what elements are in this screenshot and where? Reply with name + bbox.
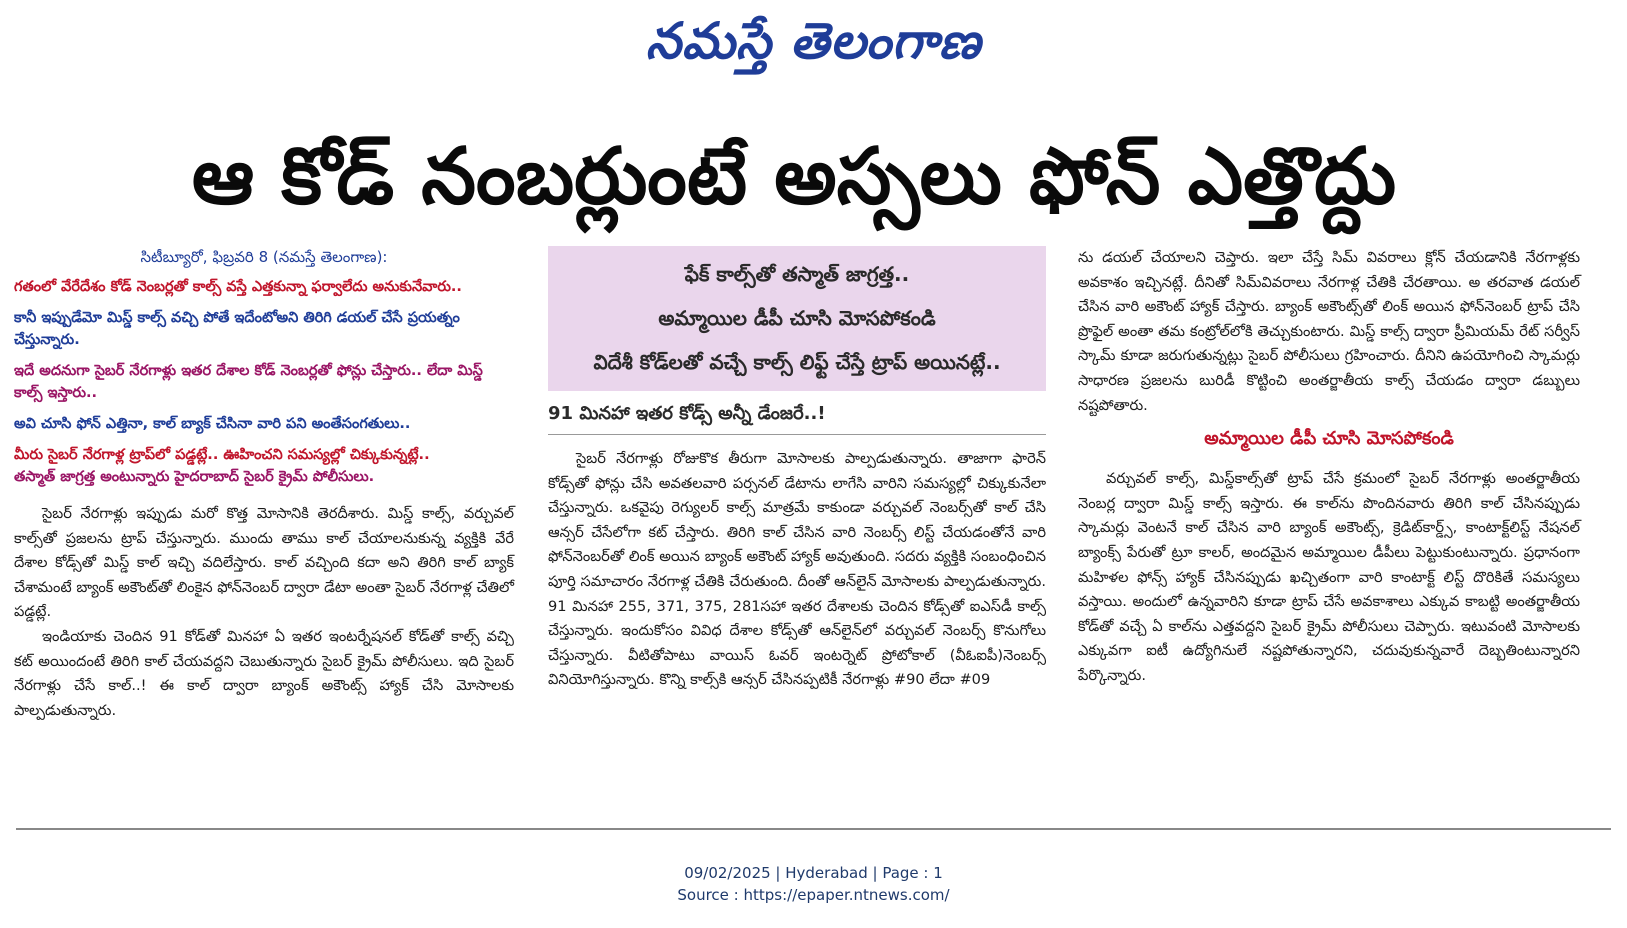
intro-line: తస్మాత్ జాగ్రత్త అంటున్నారు హైదరాబాద్ సైబర్ క్రైమ్ పోలీసులు. bbox=[14, 469, 375, 485]
kicker-heading: 91 మినహా ఇతర కోడ్స్ అన్నీ డేంజరే..! bbox=[548, 403, 1046, 435]
footer-date-line: 09/02/2025 | Hyderabad | Page : 1 bbox=[684, 864, 943, 882]
footer-divider bbox=[16, 828, 1611, 830]
dateline: సిటీబ్యూరో, ఫిబ్రవరి 8 (నమస్తే తెలంగాణ): bbox=[140, 248, 388, 266]
intro-line: మీరు సైబర్ నేరగాళ్ల ట్రాప్‌లో పడ్డట్లే.. ఊహించని సమస్యల్లో చిక్కుకున్నట్లే.. bbox=[14, 447, 430, 463]
column-3 bbox=[1078, 246, 1580, 689]
highlight-line: అమ్మాయిల డీపీ చూసి మోసపోకండి bbox=[658, 306, 936, 330]
headline: ఆ కోడ్ నంబర్లుంటే అస్సలు ఫోన్ ఎత్తొద్దు bbox=[191, 132, 1397, 222]
intro-line: గతంలో వేరేదేశం కోడ్ నెంబర్లతో కాల్స్ వస్తే ఎత్తకున్నా ఫర్వాలేదు అనుకునేవారు.. bbox=[14, 279, 462, 295]
column-2 bbox=[548, 246, 1046, 693]
body-paragraph: ను డయల్ చేయాలని చెప్తారు. ఇలా చేస్తే సిమ్ వివరాలు క్లోన్ చేయడానికి నేరగాళ్లకు అవకాశం ఇచ్చినట్లే. దీనితో సిమ్‌వివరాలు నేరగాళ్ల చేతికి చేరతాయి. అ తరవాత డయల్ చేసిన వారి అకౌంట్ హ్యాక్ చేస్తారు. బ్యాంక్ అకౌంట్స్‌తో లింక్ అయిన ఫోన్‌నెంబర్ ట్రాప్ చేసి ప్రొఫైల్ అంతా తమ కంట్రోల్‌లోకి తెచ్చుకుంటారు. మిస్డ్ కాల్స్ ద్వారా ప్రీమియమ్ రేట్ సర్వీస్ స్కామ్ కూడా జరుగుతున్నట్లు సైబర్ పోలీసులు గ్రహించారు. దీనిని ఉపయోగించి స్కామర్లు సాధారణ ప్రజలను బురిడీ కొట్టించి అంతర్జాతీయ కాల్స్ చేయడం ద్వారా డబ్బులు నష్టపోతారు. bbox=[1078, 249, 1580, 414]
intro-line: అవి చూసి ఫోన్ ఎత్తినా, కాల్ బ్యాక్ చేసినా వారి పని అంతేసంగతులు.. bbox=[14, 416, 411, 432]
intro-line: ఇదే అదనుగా సైబర్ నేరగాళ్లు ఇతర దేశాల కోడ్ నెంబర్లతో ఫోన్లు చేస్తారు.. లేదా మిస్డ్ కాల్స్ ఇస్తారు.. bbox=[14, 363, 483, 401]
body-paragraph: వర్చువల్ కాల్స్, మిస్డ్‌కాల్స్‌తో ట్రాప్ చేసే క్రమంలో సైబర్ నేరగాళ్లు అంతర్జాతీయ నెంబర్ల ద్వారా మిస్డ్ కాల్స్ ఇస్తారు. ఈ కాల్‌ను పొందినవారు తిరిగి కాల్ చేసినప్పుడు స్కామర్లు వెంటనే కాల్ చేసిన వారి బ్యాంక్ అకౌంట్స్, క్రెడిట్‌కార్డ్స్, కాంటాక్ట్‌లిస్ట్ నేషనల్ బ్యాంక్స్ పేరుతో ట్రూ కాలర్, అందమైన అమ్మాయిల డీపీలు పెట్టుకుంటున్నారు. ప్రధానంగా మహిళల ఫోన్స్ హ్యాక్ చేసినప్పుడు ఖచ్చితంగా వారి కాంటాక్ట్ లిస్ట్ దొరికితే సమస్యలు వస్తాయి. అందులో ఉన్నవారిని కూడా ట్రాప్ చేసే అవకాశాలు ఎక్కువ కాబట్టి అంతర్జాతీయ కోడ్‌తో వచ్చే ఏ కాల్‌ను ఎత్తవద్దని సైబర్ క్రైమ్ పోలీసులు చెప్పారు. ఇటువంటి మోసాలకు ఎక్కువగా ఐటీ ఉద్యోగినులే నష్టపోతున్నారని, చదువుకున్నవారే దెబ్బతింటున్నారని పేర్కొన్నారు. bbox=[1078, 470, 1580, 684]
intro-line: కానీ ఇప్పుడేమో మిస్డ్ కాల్స్ వచ్చి పోతే ఇదేంటోఅని తిరిగి డయల్ చేసే ప్రయత్నం చేస్తున్నారు. bbox=[14, 310, 460, 348]
masthead-logo: నమస్తే తెలంగాణ bbox=[645, 11, 982, 70]
footer-source-link[interactable]: Source : https://epaper.ntnews.com/ bbox=[677, 886, 950, 904]
column-1 bbox=[14, 246, 514, 723]
footer bbox=[0, 862, 1627, 906]
highlight-box bbox=[548, 246, 1046, 391]
body-paragraph: సైబర్ నేరగాళ్లు రోజుకొక తీరుగా మోసాలకు పాల్పడుతున్నారు. తాజాగా ఫారెన్ కోడ్స్‌తో ఫోన్లు చేసి అవతలవారి పర్సనల్ డేటాను లాగేసి వారిని సమస్యల్లో చిక్కుకునేలా చేస్తున్నారు. ఒకవైపు రెగ్యులర్ కాల్స్ మాత్రమే కాకుండా వర్చువల్ నెంబర్స్‌తో కాల్ చేసి ఆన్సర్ చేసేలోగా కట్ చేస్తారు. తిరిగి కాల్ చేసిన వారి నెంబర్స్ లిస్ట్ చేయడంతోనే వారి ఫోన్‌నెంబర్‌తో లింక్ అయిన బ్యాంక్ అకౌంట్ హ్యాక్ అవుతుంది. సదరు వ్యక్తికి సంబంధించిన పూర్తి సమాచారం నేరగాళ్ల చేతికి చేరుతుంది. దీంతో ఆన్‌లైన్ మోసాలకు పాల్పడుతున్నారు. 91 మినహా 255, 371, 375, 281సహా ఇతర దేశాలకు చెందిన కోడ్స్‌తో ఐఎస్‌డీ కాల్స్ చేస్తున్నారు. ఇందుకోసం వివిధ దేశాల కోడ్స్‌తో ఆన్‌లైన్‌లో వర్చువల్ నెంబర్స్ కొనుగోలు చేస్తున్నారు. వీటితోపాటు వాయిస్ ఓవర్ ఇంటర్నెట్ ప్రోటోకాల్ (వీఓఐపీ)నెంబర్స్ వినియోగిస్తున్నారు. కొన్ని కాల్స్‌కి ఆన్సర్ చేసినప్పటికీ నేరగాళ్లు #90 లేదా #09 bbox=[548, 450, 1046, 689]
subheading: అమ్మాయిల డీపీ చూసి మోసపోకండి bbox=[1204, 428, 1454, 450]
body-paragraph: ఇండియాకు చెందిన 91 కోడ్‌తో మినహా ఏ ఇతర ఇంటర్నేషనల్ కోడ్‌తో కాల్స్ వచ్చి కట్ అయిందంటే తిరిగి కాల్ చేయవద్దని చెబుతున్నారు సైబర్ క్రైమ్ పోలీసులు. ఇది సైబర్ నేరగాళ్లు చేసే కాల్..! ఈ కాల్ ద్వారా బ్యాంక్ అకౌంట్స్ హ్యాక్ చేసి మోసాలకు పాల్పడుతున్నారు. bbox=[14, 627, 514, 719]
highlight-line: ఫేక్ కాల్స్‌తో తస్మాత్ జాగ్రత్త.. bbox=[684, 262, 910, 286]
body-paragraph: సైబర్ నేరగాళ్లు ఇప్పుడు మరో కొత్త మోసానికి తెరదీశారు. మిస్డ్ కాల్స్, వర్చువల్ కాల్స్‌తో ప్రజలను ట్రాప్ చేస్తున్నారు. ముందు తాము కాల్ చేయాలనుకున్న వ్యక్తికి వేరే దేశాల కోడ్స్‌తో మిస్డ్ కాల్ ఇచ్చి వదిలేస్తారు. కాల్ వచ్చింది కదా అని తిరిగి కాల్ బ్యాక్ చేశామంటే బ్యాంక్ అకౌంట్‌తో లింకైన ఫోన్‌నెంబర్ ద్వారా డేటా అంతా సైబర్ నేరగాళ్ల చేతిలో పడ్డట్లే. bbox=[14, 505, 514, 621]
highlight-line: విదేశీ కోడ్‌లతో వచ్చే కాల్స్ లిఫ్ట్ చేస్తే ట్రాప్ అయినట్లే.. bbox=[593, 350, 1001, 374]
